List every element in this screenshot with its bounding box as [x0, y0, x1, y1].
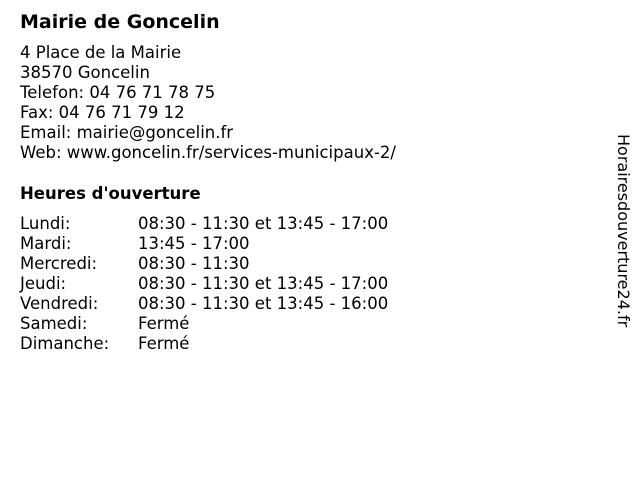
address-line-2: 38570 Goncelin — [20, 63, 150, 82]
hours-row-thursday — [20, 274, 440, 294]
hours-row-sunday — [20, 334, 440, 354]
day-label: Jeudi: — [20, 274, 67, 293]
day-label: Dimanche: — [20, 334, 110, 353]
phone-text: Telefon: 04 76 71 78 75 — [20, 83, 216, 102]
web-text: Web: www.goncelin.fr/services-municipaux-2/ — [20, 143, 396, 162]
hours-row-wednesday — [20, 254, 440, 274]
time-value: 08:30 - 11:30 — [138, 254, 250, 273]
day-label: Vendredi: — [20, 294, 99, 313]
day-label: Mercredi: — [20, 254, 98, 273]
time-value: 08:30 - 11:30 et 13:45 - 17:00 — [138, 274, 389, 293]
opening-hours-heading: Heures d'ouverture — [20, 184, 201, 203]
hours-row-monday — [20, 214, 440, 234]
day-label: Lundi: — [20, 214, 71, 233]
email-text: Email: mairie@goncelin.fr — [20, 123, 234, 142]
contact-block — [20, 43, 396, 163]
watermark-text: Horairesdouverture24.fr — [614, 134, 633, 328]
page-title: Mairie de Goncelin — [20, 11, 220, 33]
time-value: 08:30 - 11:30 et 13:45 - 16:00 — [138, 294, 389, 313]
hours-row-tuesday — [20, 234, 440, 254]
hours-row-saturday — [20, 314, 440, 334]
hours-row-friday — [20, 294, 440, 314]
time-value: Fermé — [138, 314, 190, 333]
day-label: Mardi: — [20, 234, 72, 253]
site-watermark — [612, 134, 634, 374]
time-value: Fermé — [138, 334, 190, 353]
time-value: 08:30 - 11:30 et 13:45 - 17:00 — [138, 214, 389, 233]
time-value: 13:45 - 17:00 — [138, 234, 250, 253]
opening-hours-table — [20, 214, 440, 354]
day-label: Samedi: — [20, 314, 88, 333]
fax-text: Fax: 04 76 71 79 12 — [20, 103, 185, 122]
address-line-1: 4 Place de la Mairie — [20, 43, 182, 62]
